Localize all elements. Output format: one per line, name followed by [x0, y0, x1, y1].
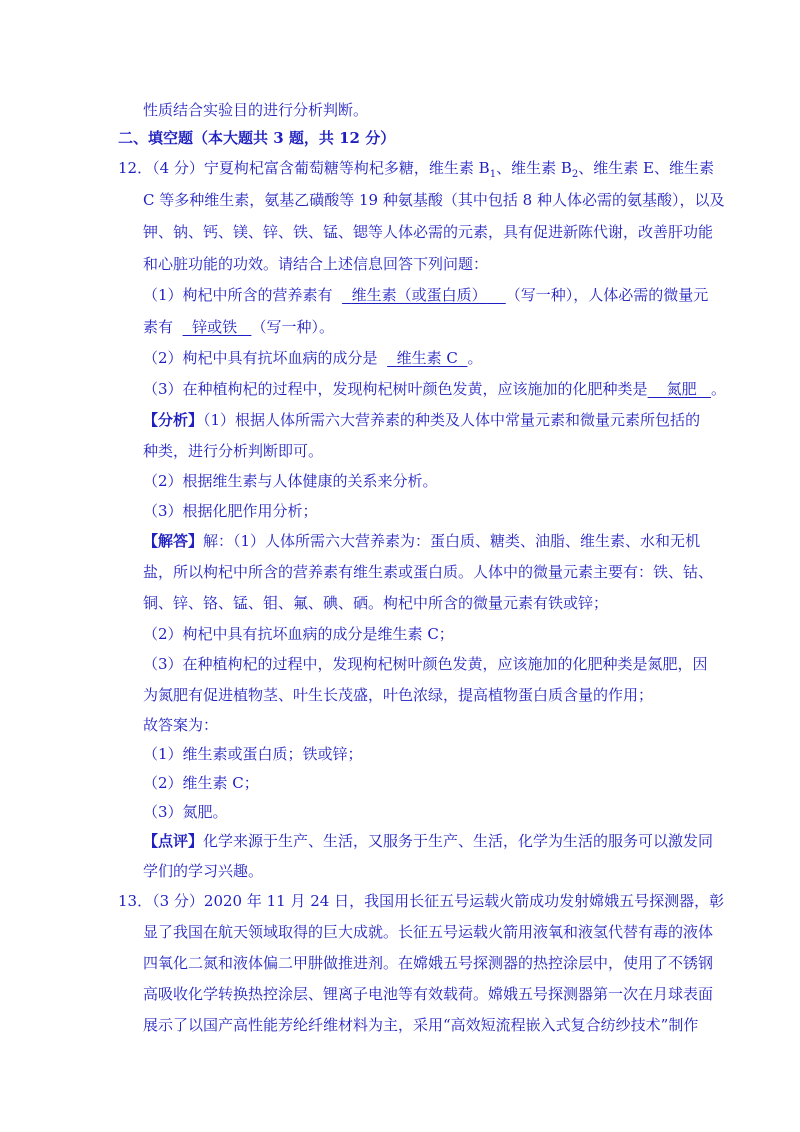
q12-answer-line-9: （2）维生素 C；: [143, 774, 259, 792]
q12-analysis-line-4: （3）根据化肥作用分析；: [143, 502, 318, 520]
answer-tag: 【解答】: [143, 532, 204, 550]
q12-analysis-line-3: （2）根据维生素与人体健康的关系来分析。: [143, 472, 438, 490]
q12-answer-line-10: （3）氮肥。: [143, 803, 228, 821]
q12-sub3-text-a: （3）在种植枸杞的过程中，发现枸杞树叶颜色发黄，应该施加的化肥种类是: [143, 380, 648, 398]
q12-answer-line-4: （2）枸杞中具有抗坏血病的成分是维生素 C；: [143, 625, 454, 643]
q12-answer-line-7: 故答案为：: [143, 716, 219, 734]
q12-sub1-line-2: [143, 317, 334, 337]
q12-sub1-text-a: （1）枸杞中所含的营养素有: [143, 286, 333, 304]
q13-stem-line-1: 13．（3 分）2020 年 11 月 24 日，我国用长征五号运载火箭成功发射嫦娥五号探测器，彰: [118, 892, 725, 910]
q12-sub2-answer: 维生素 C: [396, 349, 458, 367]
q12-sub3-line: [143, 379, 726, 399]
q12-sub1-answer-element: 锌或铁: [192, 318, 238, 336]
q13-stem-line-2: 显了我国在航天领域取得的巨大成就。长征五号运载火箭用液氧和液氢代替有毒的液体: [143, 923, 714, 941]
section-title: 二、填空题（本大题共 3 题，共 12 分）: [118, 129, 396, 147]
q12-analysis-line-2: 种类，进行分析判断即可。: [143, 442, 324, 460]
q12-sub1-answer-nutrient: 维生素（或蛋白质）: [351, 286, 487, 304]
q12-answer-line-6: 为氮肥有促进植物茎、叶生长茂盛，叶色浓绿，提高植物蛋白质含量的作用；: [143, 686, 654, 704]
intro-text: 性质结合实验目的进行分析判断。: [143, 101, 369, 119]
q12-answer-line-8: （1）维生素或蛋白质；铁或锌；: [143, 745, 363, 763]
q12-sub3-answer: 氮肥: [666, 380, 697, 398]
q13-stem-line-4: 高吸收化学转换热控涂层、锂离子电池等有效载荷。嫦娥五号探测器第一次在月球表面: [143, 985, 714, 1003]
q12-stem-line-1: 12．（4 分）宁夏枸杞富含葡萄糖等枸杞多糖，维生素 $B_1$、维生素 $B_2$、维生素 E、维生素: [118, 159, 714, 180]
q12-sub1-line-1: [143, 285, 708, 305]
q12-answer-line-5: （3）在种植枸杞的过程中，发现枸杞树叶颜色发黄，应该施加的化肥种类是氮肥，因: [143, 655, 708, 673]
q12-comment-line-2: 学们的学习兴趣。: [143, 862, 264, 880]
q12-sub1-text-b: （写一种），人体必需的微量元: [505, 286, 709, 304]
q13-stem-line-5: 展示了以国产高性能芳纶纤维材料为主，采用“高效短流程嵌入式复合纺纱技术”制作: [143, 1016, 699, 1034]
q12-stem-line-2: C 等多种维生素，氨基乙磺酸等 19 种氨基酸（其中包括 8 种人体必需的氨基酸），以及: [143, 191, 725, 209]
comment-tag: 【点评】: [143, 832, 204, 850]
q12-analysis-text-1: （1）根据人体所需六大营养素的种类及人体中常量元素和微量元素所包括的: [203, 411, 701, 429]
q12-sub1-text-c: 素有: [143, 318, 174, 336]
q12-answer-line-3: 铜、锌、铬、锰、钼、氟、碘、硒。枸杞中所含的微量元素有铁或锌；: [143, 594, 609, 612]
q12-answer-text-1: 解：（1）人体所需六大营养素为：蛋白质、糖类、油脂、维生素、水和无机: [203, 532, 701, 550]
q12-comment-text-1: 化学来源于生产、生活，又服务于生产、生活，化学为生活的服务可以激发同: [203, 832, 714, 850]
q12-comment-line-1: [143, 831, 713, 851]
q12-sub1-text-d: （写一种）。: [251, 318, 334, 336]
q12-sub2-text-b: 。: [467, 349, 483, 367]
q12-answer-line-1: [143, 531, 700, 551]
q12-stem-line-3: 钾、钠、钙、镁、锌、铁、锰、锶等人体必需的元素，具有促进新陈代谢，改善肝功能: [143, 223, 714, 241]
analysis-tag: 【分析】: [143, 411, 204, 429]
q12-sub2-line: [143, 348, 482, 368]
q12-sub2-text-a: （2）枸杞中具有抗坏血病的成分是: [143, 349, 378, 367]
q12-analysis-line-1: [143, 410, 700, 430]
q12-sub3-text-b: 。: [710, 380, 726, 398]
q12-stem-line-4: 和心脏功能的功效。请结合上述信息回答下列问题：: [143, 255, 489, 273]
q12-answer-line-2: 盐，所以枸杞中所含的营养素有维生素或蛋白质。人体中的微量元素主要有：铁、钴、: [143, 563, 714, 581]
q13-stem-line-3: 四氧化二氮和液体偏二甲肼做推进剂。在嫦娥五号探测器的热控涂层中，使用了不锈钢: [143, 954, 714, 972]
